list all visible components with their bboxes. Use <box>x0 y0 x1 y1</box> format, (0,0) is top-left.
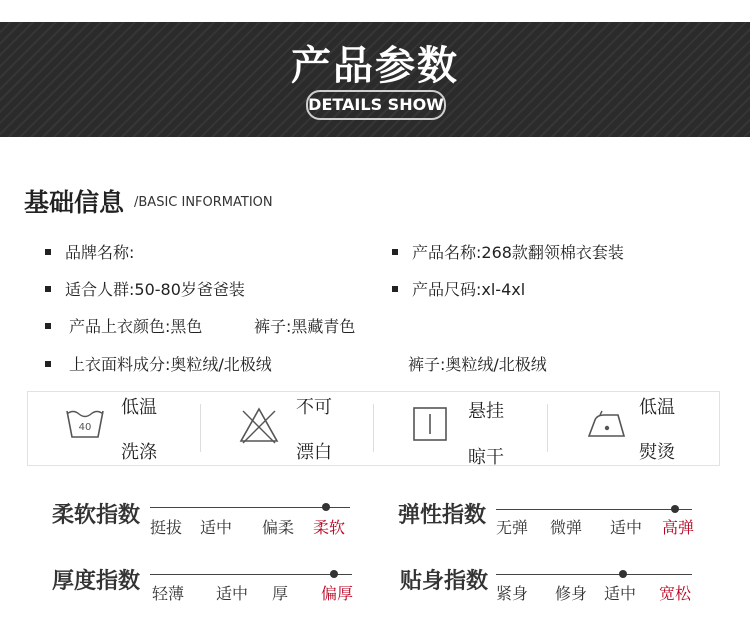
elasticity-index-title: 弹性指数 <box>398 503 487 528</box>
fit-option: 紧身 <box>496 584 529 603</box>
softness-option: 适中 <box>200 518 233 537</box>
thickness-option: 适中 <box>216 584 249 603</box>
fit-index-title: 贴身指数 <box>400 569 489 594</box>
info-product-name-text: 产品名称:268款翻领棉衣套装 <box>412 243 624 262</box>
info-top-color-text: 产品上衣颜色:黑色 <box>69 317 203 336</box>
bullet-icon <box>392 286 398 292</box>
fit-option: 适中 <box>604 584 637 603</box>
care-divider <box>200 404 201 452</box>
wash-40-icon <box>64 405 106 441</box>
info-brand <box>45 240 134 263</box>
elasticity-option: 适中 <box>610 518 643 537</box>
care-iron-line1: 低温 <box>639 397 675 418</box>
softness-index-track <box>150 507 350 508</box>
hang-dry-icon <box>412 406 448 442</box>
iron-low-icon <box>586 410 628 440</box>
bullet-icon <box>45 323 51 329</box>
thickness-index-track <box>150 574 352 575</box>
softness-index-title: 柔软指数 <box>52 503 141 528</box>
thickness-option: 轻薄 <box>152 584 185 603</box>
care-iron-line2: 熨烫 <box>639 442 675 463</box>
fit-index-marker <box>619 570 627 578</box>
bullet-icon <box>45 361 51 367</box>
care-bleach-line1: 不可 <box>296 397 332 418</box>
care-dry-line1: 悬挂 <box>468 401 504 422</box>
elasticity-index-track <box>496 509 692 510</box>
care-bleach-line2: 漂白 <box>296 442 332 463</box>
elasticity-option-selected: 高弹 <box>662 518 695 537</box>
info-top-fabric-text: 上衣面料成分:奥粒绒/北极绒 <box>69 355 272 374</box>
thickness-option: 厚 <box>272 584 289 603</box>
info-size-text: 产品尺码:xl-4xl <box>412 280 526 299</box>
fit-index-track <box>496 574 692 575</box>
info-top-fabric <box>45 352 272 375</box>
softness-option: 挺拔 <box>150 518 183 537</box>
thickness-index-title: 厚度指数 <box>52 569 141 594</box>
section-subtitle: /BASIC INFORMATION <box>134 195 273 210</box>
info-audience-text: 适合人群:50-80岁爸爸装 <box>65 280 245 299</box>
info-product-name <box>392 240 624 263</box>
banner-subtitle-pill: DETAILS SHOW <box>306 90 446 120</box>
softness-option: 偏柔 <box>262 518 295 537</box>
care-divider <box>547 404 548 452</box>
info-top-color <box>45 314 202 337</box>
no-bleach-icon <box>238 405 280 445</box>
info-brand-text: 品牌名称: <box>65 243 135 262</box>
softness-option-selected: 柔软 <box>313 518 346 537</box>
care-divider <box>373 404 374 452</box>
fit-option: 修身 <box>555 584 588 603</box>
care-dry-line2: 晾干 <box>468 447 504 468</box>
wash-temp-label: 40 <box>78 422 92 433</box>
thickness-option-selected: 偏厚 <box>321 584 354 603</box>
info-audience <box>45 277 245 300</box>
elasticity-option: 无弹 <box>496 518 529 537</box>
elasticity-option: 微弹 <box>550 518 583 537</box>
banner-top-band <box>0 0 750 22</box>
banner-title: 产品参数 <box>291 43 459 89</box>
info-pants-fabric: 裤子:奥粒绒/北极绒 <box>408 355 547 374</box>
elasticity-index-marker <box>671 505 679 513</box>
bullet-icon <box>45 249 51 255</box>
care-wash-line2: 洗涤 <box>121 442 157 463</box>
section-title: 基础信息 <box>24 188 125 217</box>
care-wash-line1: 低温 <box>121 397 157 418</box>
bullet-icon <box>392 249 398 255</box>
info-pants-color: 裤子:黑藏青色 <box>254 317 356 336</box>
thickness-index-marker <box>330 570 338 578</box>
info-size <box>392 277 525 300</box>
bullet-icon <box>45 286 51 292</box>
fit-option-selected: 宽松 <box>659 584 692 603</box>
softness-index-marker <box>322 503 330 511</box>
